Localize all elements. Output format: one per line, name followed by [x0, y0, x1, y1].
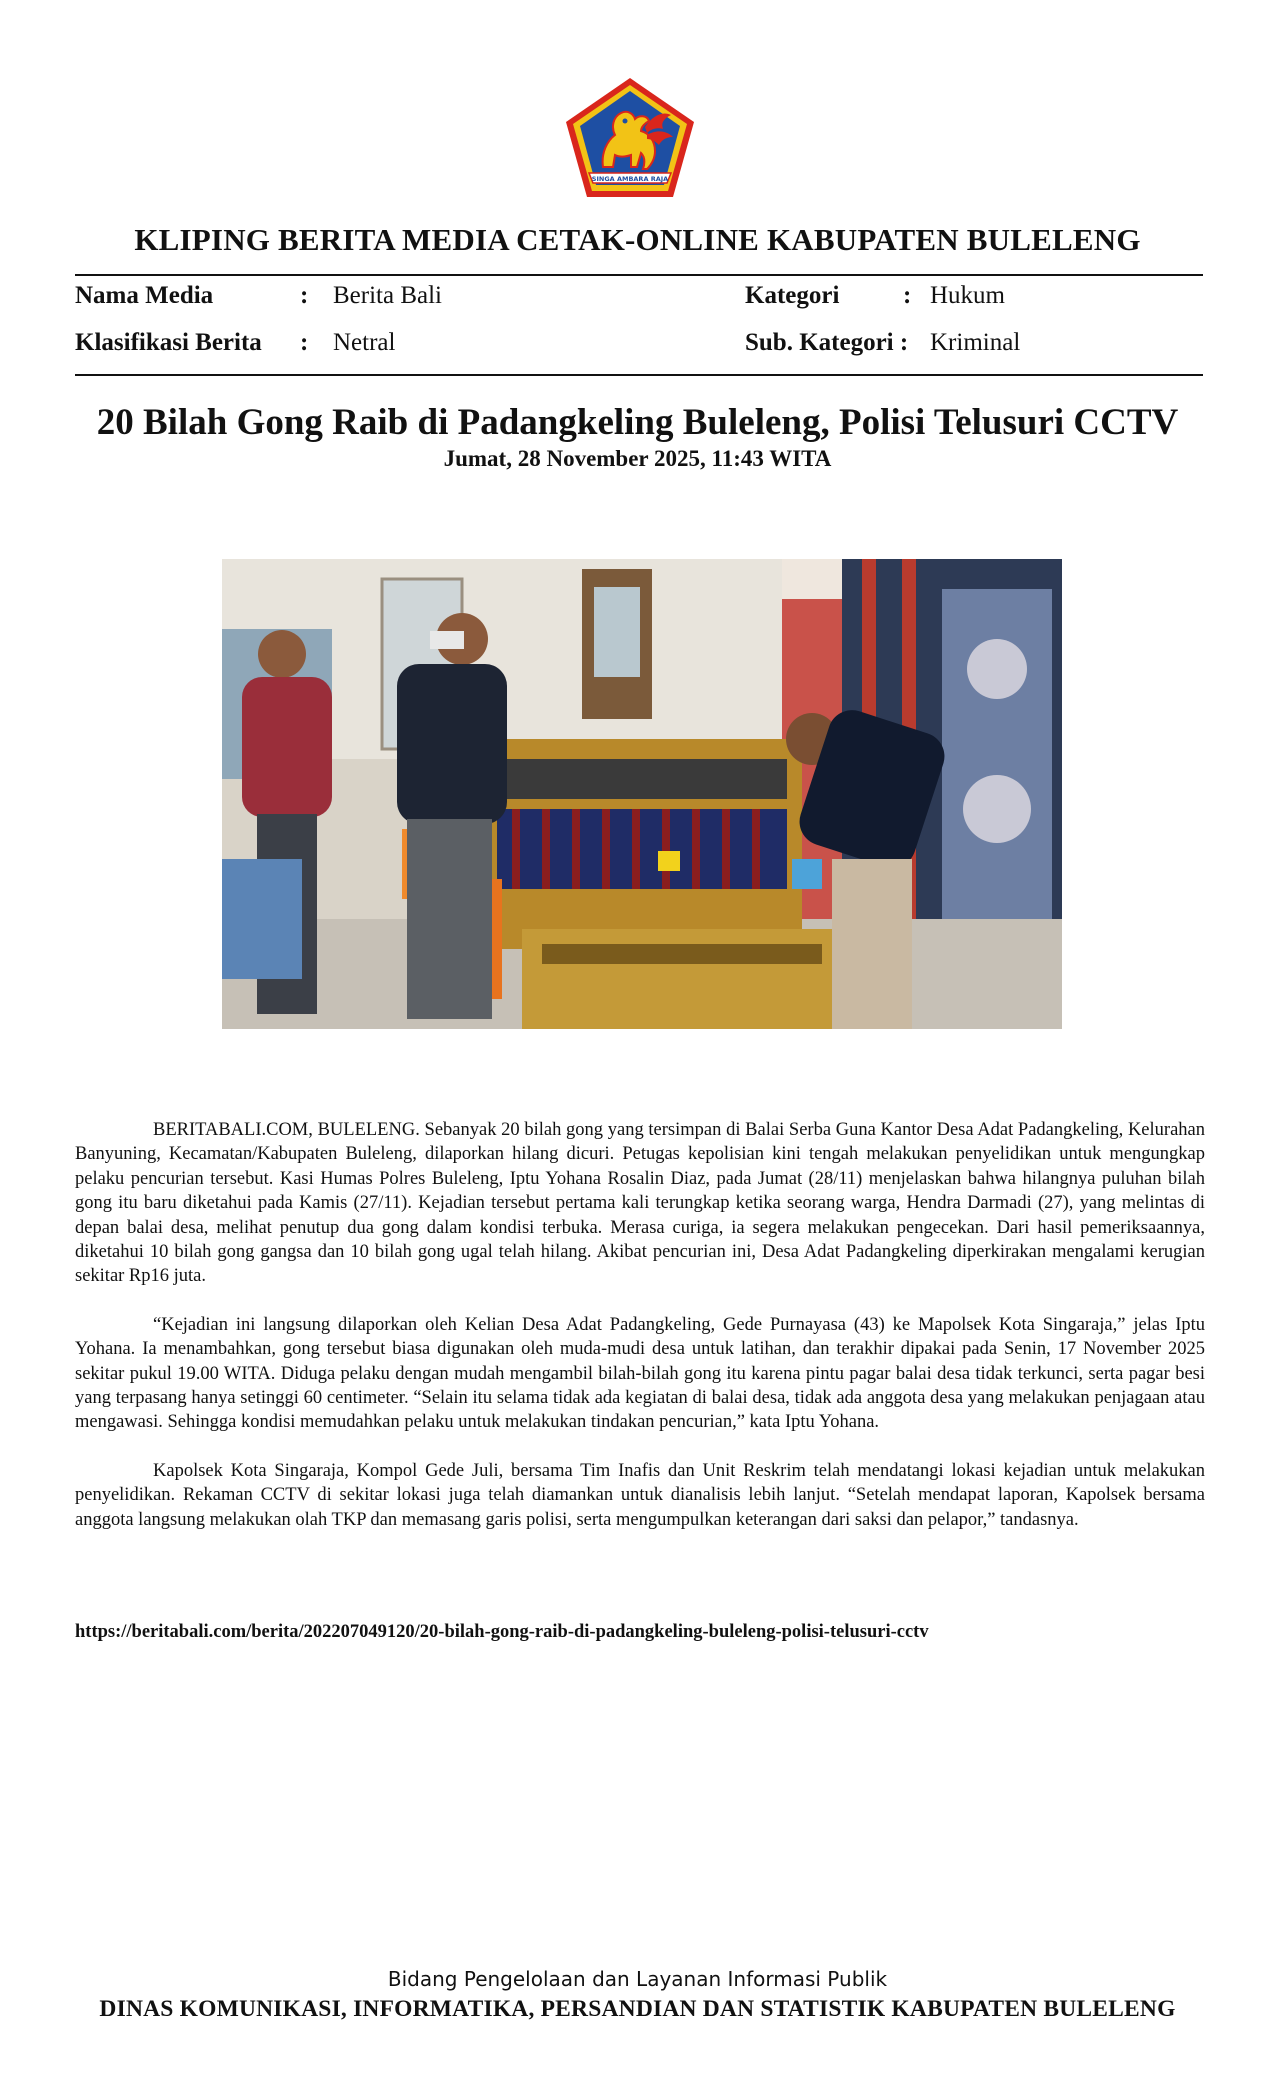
sub-kategori-label: Sub. Kategori :: [745, 329, 909, 356]
footer-agency: DINAS KOMUNIKASI, INFORMATIKA, PERSANDIAN DAN STATISTIK KABUPATEN BULELENG: [99, 1996, 1176, 2022]
article-paragraph-3: Kapolsek Kota Singaraja, Kompol Gede Juli, bersama Tim Inafis dan Unit Reskrim telah mendatangi lokasi kejadian untuk melakukan penyelidikan. Rekaman CCTV di sekitar lokasi juga telah diamankan untuk dianalisis lebih lanjut. “Setelah mendapat laporan, Kapolsek bersama anggota langsung melakukan olah TKP dan memasang garis polisi, serta mengumpulkan keterangan dari saksi dan pelapor,” tandasnya.: [75, 1460, 1205, 1530]
police-inspecting-gamelan-photo: [222, 559, 1062, 1029]
article-paragraph-2: “Kejadian ini langsung dilaporkan oleh Kelian Desa Adat Padangkeling, Gede Purnayasa (43) ke Mapolsek Kota Singaraja,” jelas Iptu Yohana. Ia menambahkan, gong tersebut biasa digunakan oleh muda-mudi desa untuk latihan, dan terakhir dipakai pada Senin, 17 November 2025 sekitar pukul 19.00 WITA. Diduga pelaku dengan mudah mengambil bilah-bilah gong itu karena pintu pagar balai desa tidak terkunci, serta pagar besi yang terpasang hanya setinggi 60 centimeter. “Selain itu selama tidak ada kegiatan di balai desa, tidak ada anggota desa yang melakukan penjagaan atau mengawasi. Sehingga kondisi memudahkan pelaku untuk melakukan tindakan pencurian,” kata Iptu Yohana.: [75, 1314, 1205, 1433]
kategori-label: Kategori: [745, 282, 840, 309]
sub-kategori-value: Kriminal: [930, 329, 1021, 356]
logo-motto: SINGA AMBARA RAJA: [591, 175, 669, 183]
footer-department: Bidang Pengelolaan dan Layanan Informasi Publik: [387, 1967, 888, 1991]
page-header-title: KLIPING BERITA MEDIA CETAK-ONLINE KABUPATEN BULELENG: [134, 222, 1141, 257]
klasifikasi-colon: :: [300, 329, 309, 356]
media-name-label: Nama Media: [75, 282, 214, 309]
source-url-link[interactable]: https://beritabali.com/berita/202207049120/20-bilah-gong-raib-di-padangkeling-buleleng-polisi-telusuri-cctv: [75, 1622, 929, 1642]
klasifikasi-value: Netral: [333, 329, 396, 356]
article-date: Jumat, 28 November 2025, 11:43 WITA: [443, 446, 832, 471]
klasifikasi-label: Klasifikasi Berita: [75, 329, 262, 356]
media-name-colon: :: [300, 282, 309, 309]
singa-ambara-raja-emblem-icon: [563, 75, 697, 200]
article-paragraph-1: BERITABALI.COM, BULELENG. Sebanyak 20 bilah gong yang tersimpan di Balai Serba Guna Kantor Desa Adat Padangkeling, Kelurahan Banyuning, Kecamatan/Kabupaten Buleleng, dilaporkan hilang dicuri. Petugas kepolisian kini tengah melakukan penyelidikan untuk mengungkap pelaku pencurian tersebut. Kasi Humas Polres Buleleng, Iptu Yohana Rosalin Diaz, pada Jumat (28/11) menjelaskan bahwa hilangnya puluhan bilah gong itu baru diketahui pada Kamis (27/11). Kejadian tersebut pertama kali terungkap ketika seorang warga, Hendra Darmadi (27), yang melintas di depan balai desa, melihat penutup dua gong dalam kondisi terbuka. Merasa curiga, ia segera melakukan pengecekan. Dari hasil pemeriksaannya, diketahui 10 bilah gong gangsa dan 10 bilah gong ugal telah hilang. Akibat pencurian ini, Desa Adat Padangkeling diperkirakan mengalami kerugian sekitar Rp16 juta.: [75, 1120, 1205, 1287]
article-body: [75, 1118, 1205, 1556]
kategori-value: Hukum: [930, 282, 1005, 309]
header-bottom-rule: [75, 374, 1203, 376]
header-top-rule: [75, 274, 1203, 276]
media-name-value: Berita Bali: [333, 282, 442, 309]
article-title: 20 Bilah Gong Raib di Padangkeling Buleleng, Polisi Telusuri CCTV: [96, 402, 1179, 443]
kategori-colon: :: [903, 282, 912, 309]
